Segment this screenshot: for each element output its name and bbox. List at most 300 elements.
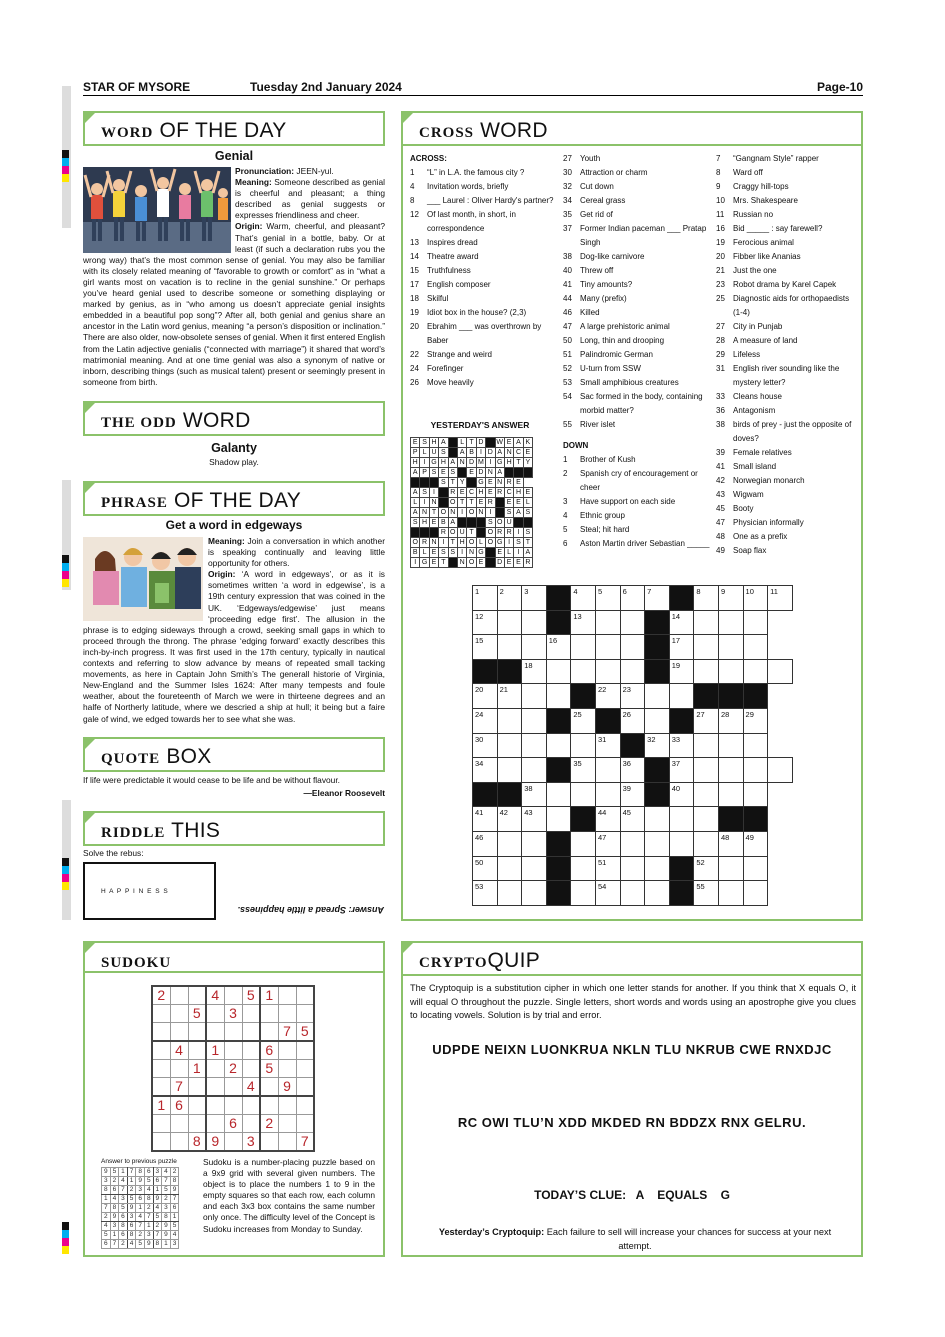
crossword-cell[interactable] bbox=[718, 782, 743, 807]
answer-cell: E bbox=[467, 468, 476, 478]
yesterday-answer-label: YESTERDAY'S ANSWER bbox=[430, 420, 530, 430]
crossword-cell[interactable]: 32 bbox=[645, 733, 670, 758]
sudoku-cell[interactable] bbox=[188, 1023, 206, 1042]
crossword-cell[interactable] bbox=[571, 635, 596, 660]
crossword-cell[interactable] bbox=[497, 708, 522, 733]
crossword-cell[interactable]: 16 bbox=[546, 635, 571, 660]
crossword-cell[interactable] bbox=[669, 807, 694, 832]
sudoku-cell[interactable] bbox=[296, 1096, 314, 1115]
crossword-cell[interactable]: 41 bbox=[473, 807, 498, 832]
sudoku-cell[interactable] bbox=[224, 1041, 242, 1060]
answer-cell: O bbox=[487, 529, 494, 536]
clue-item: 29 Lifeless bbox=[716, 350, 761, 359]
crossword-cell[interactable] bbox=[645, 807, 670, 832]
answer-cell: D bbox=[486, 448, 495, 458]
answer-cell: R bbox=[486, 498, 495, 508]
crossword-cell[interactable]: 18 bbox=[522, 659, 547, 684]
black-square bbox=[546, 586, 571, 611]
crossword-cell[interactable] bbox=[522, 733, 547, 758]
clue-item: 13 Inspires dread bbox=[410, 238, 478, 247]
crossword-cell[interactable] bbox=[694, 733, 719, 758]
sudoku-cell: 5 bbox=[127, 1195, 136, 1204]
crossword-cell[interactable] bbox=[522, 684, 547, 709]
answer-cell: R bbox=[439, 528, 448, 538]
crossword-cell[interactable] bbox=[694, 635, 719, 660]
sudoku-cell: 3 bbox=[110, 1222, 119, 1231]
quote-box-header: QUOTE BOX bbox=[83, 737, 385, 772]
sudoku-cell: 4 bbox=[162, 1168, 171, 1177]
sudoku-cell[interactable] bbox=[206, 1023, 224, 1042]
crossword-cell[interactable] bbox=[620, 831, 645, 856]
crossword-cell[interactable] bbox=[645, 856, 670, 881]
crossword-cell[interactable] bbox=[497, 758, 522, 783]
crossword-cell[interactable]: 46 bbox=[473, 831, 498, 856]
clue-item: 46 Killed bbox=[563, 308, 600, 317]
sudoku-cell: 9 bbox=[144, 1240, 153, 1249]
black-square bbox=[645, 635, 670, 660]
answer-cell: A bbox=[448, 458, 457, 468]
answer-cell: E bbox=[429, 548, 438, 558]
crossword-cell[interactable]: 19 bbox=[669, 659, 694, 684]
answer-cell: E bbox=[504, 438, 513, 448]
black-square bbox=[645, 610, 670, 635]
answer-cell bbox=[439, 488, 448, 498]
crossword-cell[interactable] bbox=[497, 831, 522, 856]
crossword-cell[interactable] bbox=[718, 758, 743, 783]
crossword-grid[interactable] bbox=[472, 585, 793, 906]
answer-cell: D bbox=[476, 468, 485, 478]
sudoku-cell[interactable] bbox=[242, 1096, 260, 1115]
crossword-cell[interactable] bbox=[694, 807, 719, 832]
crossword-cell[interactable] bbox=[645, 684, 670, 709]
crossword-cell[interactable] bbox=[743, 758, 768, 783]
crossword-cell[interactable]: 25 bbox=[571, 708, 596, 733]
crossword-cell[interactable] bbox=[645, 708, 670, 733]
crossword-cell[interactable]: 40 bbox=[669, 782, 694, 807]
crossword-cell[interactable] bbox=[546, 684, 571, 709]
sudoku-cell[interactable] bbox=[278, 1005, 296, 1023]
sudoku-cell[interactable] bbox=[260, 1078, 278, 1097]
sudoku-cell[interactable] bbox=[170, 1133, 188, 1152]
crossword-cell[interactable] bbox=[571, 733, 596, 758]
crossword-cell[interactable]: 44 bbox=[595, 807, 620, 832]
answer-cell: S bbox=[523, 508, 532, 518]
crossword-cell[interactable] bbox=[595, 782, 620, 807]
answer-cell: E bbox=[514, 498, 523, 508]
crossword-cell[interactable]: 36 bbox=[620, 758, 645, 783]
crossword-cell[interactable] bbox=[595, 610, 620, 635]
answer-cell: G bbox=[478, 479, 484, 486]
crossword-cell[interactable] bbox=[768, 758, 793, 783]
answer-cell bbox=[448, 558, 457, 568]
color-registration-mark bbox=[62, 150, 69, 182]
crossword-cell[interactable]: 7 bbox=[645, 586, 670, 611]
crossword-cell[interactable] bbox=[571, 782, 596, 807]
clue-item: 38 Dog-like carnivore bbox=[563, 252, 645, 261]
crossword-cell[interactable]: 55 bbox=[694, 881, 719, 906]
crossword-cell[interactable] bbox=[694, 610, 719, 635]
crossword-cell[interactable]: 13 bbox=[571, 610, 596, 635]
crossword-cell[interactable]: 34 bbox=[473, 758, 498, 783]
answer-cell: N bbox=[457, 558, 466, 568]
sudoku-cell[interactable] bbox=[296, 1078, 314, 1097]
crossword-cell[interactable]: 48 bbox=[718, 831, 743, 856]
sudoku-cell[interactable] bbox=[206, 1096, 224, 1115]
crossword-cell[interactable] bbox=[522, 831, 547, 856]
riddle-header: RIDDLE THIS bbox=[83, 811, 385, 846]
answer-cell bbox=[514, 518, 523, 528]
across-clues-col1: ACROSS: 1 “L” in L.A. the famous city ? 4 Invitation words, briefly 8 ___ Laurel : Oliver Hardy's partner? 12 Of last month, in short, in correspondence 13 Inspires dread 14 Theatre award 15 Truthfulness 17 English composer 18 Skilful 19 Idiot box in the house? (2,3) 20 Ebrahim ___ was overthrown by Baber 22 Strange and weird 24 Forefinger 26 Move heavily bbox=[410, 152, 556, 390]
crossword-cell[interactable] bbox=[546, 659, 571, 684]
sudoku-cell: 8 bbox=[119, 1222, 128, 1231]
crossword-cell[interactable]: 47 bbox=[595, 831, 620, 856]
crossword-cell[interactable]: 12 bbox=[473, 610, 498, 635]
sudoku-cell[interactable] bbox=[170, 1005, 188, 1023]
sudoku-cell[interactable] bbox=[188, 1096, 206, 1115]
sudoku-cell[interactable] bbox=[152, 1078, 170, 1097]
sudoku-cell[interactable] bbox=[224, 1023, 242, 1042]
clue-item: 38 birds of prey - just the opposite of doves? bbox=[716, 420, 852, 443]
crossword-cell[interactable]: 15 bbox=[473, 635, 498, 660]
crossword-cell[interactable] bbox=[522, 610, 547, 635]
crossword-cell[interactable] bbox=[595, 635, 620, 660]
crossword-cell[interactable]: 14 bbox=[669, 610, 694, 635]
sudoku-cell[interactable] bbox=[206, 1060, 224, 1078]
sudoku-cell: 7 bbox=[136, 1222, 145, 1231]
sudoku-cell[interactable] bbox=[278, 1115, 296, 1133]
answer-cell: E bbox=[495, 548, 504, 558]
crossword-cell[interactable] bbox=[522, 881, 547, 906]
crossword-cell[interactable] bbox=[620, 856, 645, 881]
crossword-cell[interactable]: 31 bbox=[595, 733, 620, 758]
sudoku-cell: 5 bbox=[119, 1204, 128, 1213]
answer-cell: R bbox=[504, 478, 513, 488]
answer-cell: A bbox=[411, 508, 420, 518]
crossword-cell[interactable] bbox=[620, 659, 645, 684]
crossword-cell[interactable] bbox=[522, 758, 547, 783]
sudoku-cell[interactable] bbox=[242, 1041, 260, 1060]
sudoku-cell: 6 bbox=[136, 1195, 145, 1204]
crossword-cell[interactable]: 6 bbox=[620, 586, 645, 611]
sudoku-cell[interactable] bbox=[170, 1115, 188, 1133]
crossword-cell[interactable] bbox=[669, 684, 694, 709]
clue-item: 31 English river sounding like the mystery letter? bbox=[716, 364, 840, 387]
answer-cell bbox=[495, 508, 504, 518]
sudoku-cell: 3 bbox=[102, 1177, 111, 1186]
crossword-cell[interactable]: 20 bbox=[473, 684, 498, 709]
sudoku-cell[interactable] bbox=[224, 986, 242, 1005]
sudoku-cell: 7 bbox=[110, 1240, 119, 1249]
crossword-cell[interactable]: 49 bbox=[743, 831, 768, 856]
crossword-cell[interactable]: 43 bbox=[522, 807, 547, 832]
crossword-cell[interactable]: 24 bbox=[473, 708, 498, 733]
sudoku-cell[interactable] bbox=[206, 1005, 224, 1023]
answer-cell: N bbox=[495, 478, 504, 488]
answer-cell: E bbox=[523, 488, 532, 498]
paper-name: STAR OF MYSORE bbox=[83, 80, 191, 94]
crossword-cell[interactable] bbox=[743, 856, 768, 881]
crossword-cell[interactable] bbox=[743, 659, 768, 684]
sudoku-cell[interactable] bbox=[224, 1133, 242, 1152]
crossword-cell[interactable] bbox=[571, 881, 596, 906]
sudoku-cell[interactable] bbox=[278, 1060, 296, 1078]
answer-cell: S bbox=[523, 528, 532, 538]
crossword-cell[interactable] bbox=[743, 635, 768, 660]
answer-cell: T bbox=[439, 558, 448, 568]
answer-cell: E bbox=[476, 558, 485, 568]
crossword-cell[interactable] bbox=[718, 881, 743, 906]
crossword-cell[interactable]: 10 bbox=[743, 586, 768, 611]
answer-cell: O bbox=[496, 519, 503, 526]
sudoku-cell[interactable] bbox=[242, 1060, 260, 1078]
answer-cell: O bbox=[468, 559, 475, 566]
crossword-cell[interactable]: 51 bbox=[595, 856, 620, 881]
crossword-cell[interactable] bbox=[546, 807, 571, 832]
crossword-cell[interactable] bbox=[620, 635, 645, 660]
sudoku-cell[interactable] bbox=[206, 1115, 224, 1133]
sudoku-cell: 4 bbox=[242, 1078, 260, 1097]
clue-item: 1 Brother of Kush bbox=[563, 455, 636, 464]
answer-cell bbox=[411, 528, 420, 538]
sudoku-cell[interactable] bbox=[260, 1005, 278, 1023]
crossword-cell[interactable]: 21 bbox=[497, 684, 522, 709]
crossword-cell[interactable]: 17 bbox=[669, 635, 694, 660]
sudoku-cell: 5 bbox=[296, 1023, 314, 1042]
sudoku-cell: 7 bbox=[162, 1177, 171, 1186]
crossword-cell[interactable] bbox=[522, 635, 547, 660]
clue-item: 33 Cleans house bbox=[716, 392, 782, 401]
sudoku-cell[interactable] bbox=[278, 1041, 296, 1060]
answer-cell: R bbox=[448, 488, 457, 498]
crossword-cell[interactable]: 23 bbox=[620, 684, 645, 709]
crossword-cell[interactable]: 29 bbox=[743, 708, 768, 733]
crossword-cell[interactable]: 27 bbox=[694, 708, 719, 733]
clue-item: 55 River islet bbox=[563, 420, 616, 429]
sudoku-cell[interactable] bbox=[296, 1115, 314, 1133]
answer-cell bbox=[448, 448, 457, 458]
answer-cell: L bbox=[504, 548, 513, 558]
sudoku-cell[interactable] bbox=[188, 1115, 206, 1133]
sudoku-cell[interactable] bbox=[152, 1005, 170, 1023]
sudoku-cell[interactable] bbox=[170, 986, 188, 1005]
sudoku-cell[interactable] bbox=[224, 1078, 242, 1097]
sudoku-cell[interactable] bbox=[260, 1023, 278, 1042]
answer-cell: E bbox=[476, 498, 485, 508]
crossword-cell[interactable] bbox=[497, 733, 522, 758]
crossword-cell[interactable] bbox=[718, 635, 743, 660]
crossword-cell[interactable] bbox=[620, 881, 645, 906]
crossword-cell[interactable] bbox=[645, 881, 670, 906]
answer-cell: U bbox=[457, 528, 466, 538]
sudoku-cell[interactable] bbox=[170, 1023, 188, 1042]
crossword-cell[interactable] bbox=[620, 610, 645, 635]
crossword-cell[interactable]: 8 bbox=[694, 586, 719, 611]
crossword-cell[interactable]: 1 bbox=[473, 586, 498, 611]
crossword-cell[interactable] bbox=[497, 881, 522, 906]
crossword-cell[interactable] bbox=[743, 881, 768, 906]
color-registration-mark bbox=[62, 1222, 69, 1254]
answer-cell: B bbox=[439, 518, 448, 528]
crossword-cell[interactable]: 53 bbox=[473, 881, 498, 906]
clue-item: 20 Fibber like Ananias bbox=[716, 252, 801, 261]
crossword-cell[interactable]: 3 bbox=[522, 586, 547, 611]
answer-cell bbox=[514, 468, 523, 478]
sudoku-cell[interactable] bbox=[152, 1115, 170, 1133]
sudoku-cell[interactable] bbox=[278, 986, 296, 1005]
sudoku-cell[interactable] bbox=[242, 1115, 260, 1133]
crossword-cell[interactable]: 2 bbox=[497, 586, 522, 611]
sudoku-cell: 1 bbox=[153, 1186, 162, 1195]
crossword-cell[interactable] bbox=[645, 831, 670, 856]
sudoku-cell[interactable] bbox=[296, 1041, 314, 1060]
sudoku-cell[interactable] bbox=[188, 986, 206, 1005]
answer-cell: E bbox=[504, 558, 513, 568]
sudoku-cell: 2 bbox=[119, 1240, 128, 1249]
answer-cell bbox=[476, 528, 485, 538]
sudoku-cell[interactable] bbox=[152, 1023, 170, 1042]
answer-cell: S bbox=[448, 468, 457, 478]
answer-cell: Y bbox=[457, 478, 466, 488]
crossword-cell[interactable] bbox=[571, 831, 596, 856]
sudoku-cell: 6 bbox=[127, 1222, 136, 1231]
black-square bbox=[743, 684, 768, 709]
crossword-cell[interactable] bbox=[497, 856, 522, 881]
crossword-cell[interactable] bbox=[718, 856, 743, 881]
crossword-cell[interactable] bbox=[718, 610, 743, 635]
page-header bbox=[83, 80, 863, 96]
sudoku-cell[interactable] bbox=[260, 1133, 278, 1152]
odd-word-meaning: Shadow play. bbox=[209, 457, 259, 467]
cryptoquip-line1: UDPDE NEIXN LUONKRUA NKLN TLU NKRUB CWE RNXDJC bbox=[432, 1042, 832, 1057]
crossword-cell[interactable] bbox=[718, 659, 743, 684]
answer-cell: R bbox=[495, 488, 504, 498]
sudoku-cell[interactable] bbox=[152, 1041, 170, 1060]
sudoku-cell: 2 bbox=[153, 1222, 162, 1231]
answer-cell: O bbox=[450, 499, 456, 506]
sudoku-cell[interactable] bbox=[188, 1078, 206, 1097]
sudoku-cell[interactable] bbox=[278, 1096, 296, 1115]
sudoku-cell: 9 bbox=[102, 1168, 111, 1177]
black-square bbox=[546, 708, 571, 733]
crossword-cell[interactable] bbox=[718, 733, 743, 758]
crossword-cell[interactable]: 5 bbox=[595, 586, 620, 611]
answer-cell: I bbox=[420, 498, 429, 508]
sudoku-cell[interactable] bbox=[242, 1023, 260, 1042]
crossword-cell[interactable]: 26 bbox=[620, 708, 645, 733]
crossword-cell[interactable]: 39 bbox=[620, 782, 645, 807]
answer-cell: N bbox=[476, 508, 485, 518]
crossword-cell[interactable]: 54 bbox=[595, 881, 620, 906]
crossword-cell[interactable] bbox=[522, 708, 547, 733]
sudoku-cell[interactable] bbox=[224, 1096, 242, 1115]
sudoku-cell[interactable] bbox=[152, 1133, 170, 1152]
sudoku-cell[interactable] bbox=[152, 1060, 170, 1078]
crossword-cell[interactable]: 4 bbox=[571, 586, 596, 611]
clue-item: 41 Tiny amounts? bbox=[563, 280, 633, 289]
answer-cell: R bbox=[504, 528, 513, 538]
crossword-cell[interactable] bbox=[595, 659, 620, 684]
sudoku-cell[interactable] bbox=[170, 1060, 188, 1078]
crossword-cell[interactable]: 38 bbox=[522, 782, 547, 807]
crossword-cell[interactable]: 33 bbox=[669, 733, 694, 758]
crossword-cell[interactable] bbox=[768, 659, 793, 684]
crossword-cell[interactable] bbox=[595, 758, 620, 783]
crossword-cell[interactable]: 28 bbox=[718, 708, 743, 733]
crossword-cell[interactable]: 35 bbox=[571, 758, 596, 783]
answer-cell: A bbox=[448, 518, 457, 528]
sudoku-cell[interactable] bbox=[296, 986, 314, 1005]
word-of-day-word: Genial bbox=[214, 149, 254, 163]
crossword-cell[interactable] bbox=[571, 659, 596, 684]
answer-cell: I bbox=[486, 458, 495, 468]
answer-cell: N bbox=[420, 508, 429, 518]
sudoku-cell[interactable] bbox=[188, 1041, 206, 1060]
answer-cell bbox=[448, 438, 457, 448]
crossword-cell[interactable]: 52 bbox=[694, 856, 719, 881]
crossword-cell[interactable]: 22 bbox=[595, 684, 620, 709]
answer-cell: S bbox=[429, 468, 438, 478]
sudoku-cell[interactable] bbox=[206, 1078, 224, 1097]
sudoku-cell[interactable] bbox=[242, 1005, 260, 1023]
answer-cell: T bbox=[429, 508, 438, 518]
sudoku-cell[interactable] bbox=[296, 1005, 314, 1023]
crossword-cell[interactable] bbox=[694, 659, 719, 684]
crossword-cell[interactable]: 37 bbox=[669, 758, 694, 783]
sudoku-cell[interactable] bbox=[260, 1096, 278, 1115]
crossword-cell[interactable]: 50 bbox=[473, 856, 498, 881]
answer-cell: H bbox=[420, 518, 429, 528]
sudoku-cell: 9 bbox=[110, 1213, 119, 1222]
answer-cell: Y bbox=[523, 458, 532, 468]
sudoku-cell: 6 bbox=[102, 1240, 111, 1249]
crossword-cell[interactable] bbox=[497, 635, 522, 660]
sudoku-cell: 5 bbox=[153, 1213, 162, 1222]
answer-cell: I bbox=[486, 508, 495, 518]
crossword-cell[interactable]: 9 bbox=[718, 586, 743, 611]
answer-cell: T bbox=[514, 458, 523, 468]
clue-item: 6 Aston Martin driver Sebastian _____ bbox=[563, 539, 710, 548]
quote-text: If life were predictable it would cease to be life and be without flavour. bbox=[83, 775, 340, 785]
clue-item: 41 Small island bbox=[716, 462, 777, 471]
crossword-cell[interactable]: 30 bbox=[473, 733, 498, 758]
crossword-cell[interactable] bbox=[669, 831, 694, 856]
sudoku-grid[interactable] bbox=[151, 985, 315, 1152]
sudoku-cell: 3 bbox=[136, 1186, 145, 1195]
crossword-cell[interactable] bbox=[546, 782, 571, 807]
crossword-cell[interactable] bbox=[694, 758, 719, 783]
crossword-cell[interactable] bbox=[743, 733, 768, 758]
crossword-cell[interactable] bbox=[571, 856, 596, 881]
sudoku-cell: 4 bbox=[127, 1240, 136, 1249]
crossword-cell[interactable]: 42 bbox=[497, 807, 522, 832]
sudoku-cell: 7 bbox=[127, 1168, 136, 1177]
clue-item: 42 Norwegian monarch bbox=[716, 476, 805, 485]
crossword-cell[interactable] bbox=[743, 610, 768, 635]
crossword-cell[interactable] bbox=[522, 856, 547, 881]
crossword-cell[interactable] bbox=[694, 831, 719, 856]
black-square bbox=[669, 881, 694, 906]
crossword-cell[interactable]: 45 bbox=[620, 807, 645, 832]
sudoku-cell[interactable] bbox=[278, 1133, 296, 1152]
crossword-cell[interactable] bbox=[694, 782, 719, 807]
crossword-cell[interactable] bbox=[743, 782, 768, 807]
sudoku-cell: 8 bbox=[170, 1177, 179, 1186]
black-square bbox=[473, 659, 498, 684]
crossword-cell[interactable] bbox=[546, 733, 571, 758]
sudoku-cell[interactable] bbox=[296, 1060, 314, 1078]
crossword-cell[interactable] bbox=[497, 610, 522, 635]
crossword-cell[interactable]: 11 bbox=[768, 586, 793, 611]
